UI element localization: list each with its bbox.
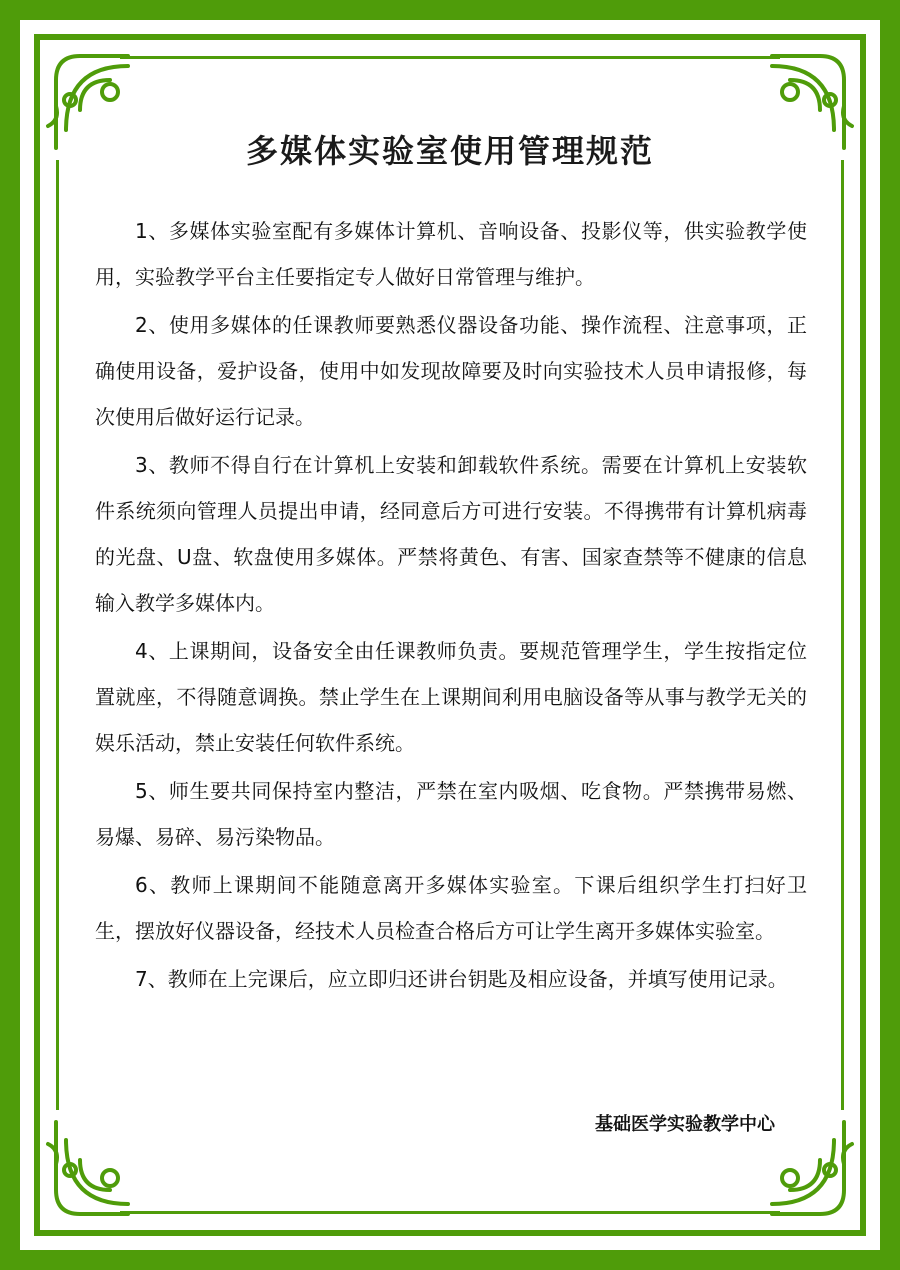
corner-ornament-bottom-left-icon [40,1120,130,1230]
rule-paragraph-4: 4、上课期间，设备安全由任课教师负责。要规范管理学生，学生按指定位置就座，不得随意调换。禁止学生在上课期间利用电脑设备等从事与教学无关的娱乐活动，禁止安装任何软件系统。 [95,639,807,755]
inner-rule-top [120,56,780,59]
rule-paragraph-1: 1、多媒体实验室配有多媒体计算机、音响设备、投影仪等，供实验教学使用，实验教学平台主任要指定专人做好日常管理与维护。 [95,219,807,289]
inner-rule-bottom [120,1211,780,1214]
page-title: 多媒体实验室使用管理规范 [245,132,654,170]
rule-paragraph-6: 6、教师上课期间不能随意离开多媒体实验室。下课后组织学生打扫好卫生，摆放好仪器设备，经技术人员检查合格后方可让学生离开多媒体实验室。 [95,873,807,943]
rule-paragraph-5: 5、师生要共同保持室内整洁，严禁在室内吸烟、吃食物。严禁携带易燃、易爆、易碎、易污染物品。 [95,779,807,849]
signature: 基础医学实验教学中心 [595,1114,775,1135]
inner-rule-right [841,160,844,1110]
rule-paragraph-7: 7、教师在上完课后，应立即归还讲台钥匙及相应设备，并填写使用记录。 [135,967,788,991]
rule-paragraph-3: 3、教师不得自行在计算机上安装和卸载软件系统。需要在计算机上安装软件系统须向管理人员提出申请，经同意后方可进行安装。不得携带有计算机病毒的光盘、U盘、软盘使用多媒体。严禁将黄色、有害、国家查禁等不健康的信息输入教学多媒体内。 [95,453,807,615]
rules-body [95,208,807,1002]
rule-paragraph-2: 2、使用多媒体的任课教师要熟悉仪器设备功能、操作流程、注意事项，正确使用设备，爱护设备，使用中如发现故障要及时向实验技术人员申请报修，每次使用后做好运行记录。 [95,313,807,429]
corner-ornament-bottom-right-icon [770,1120,860,1230]
inner-rule-left [56,160,59,1110]
